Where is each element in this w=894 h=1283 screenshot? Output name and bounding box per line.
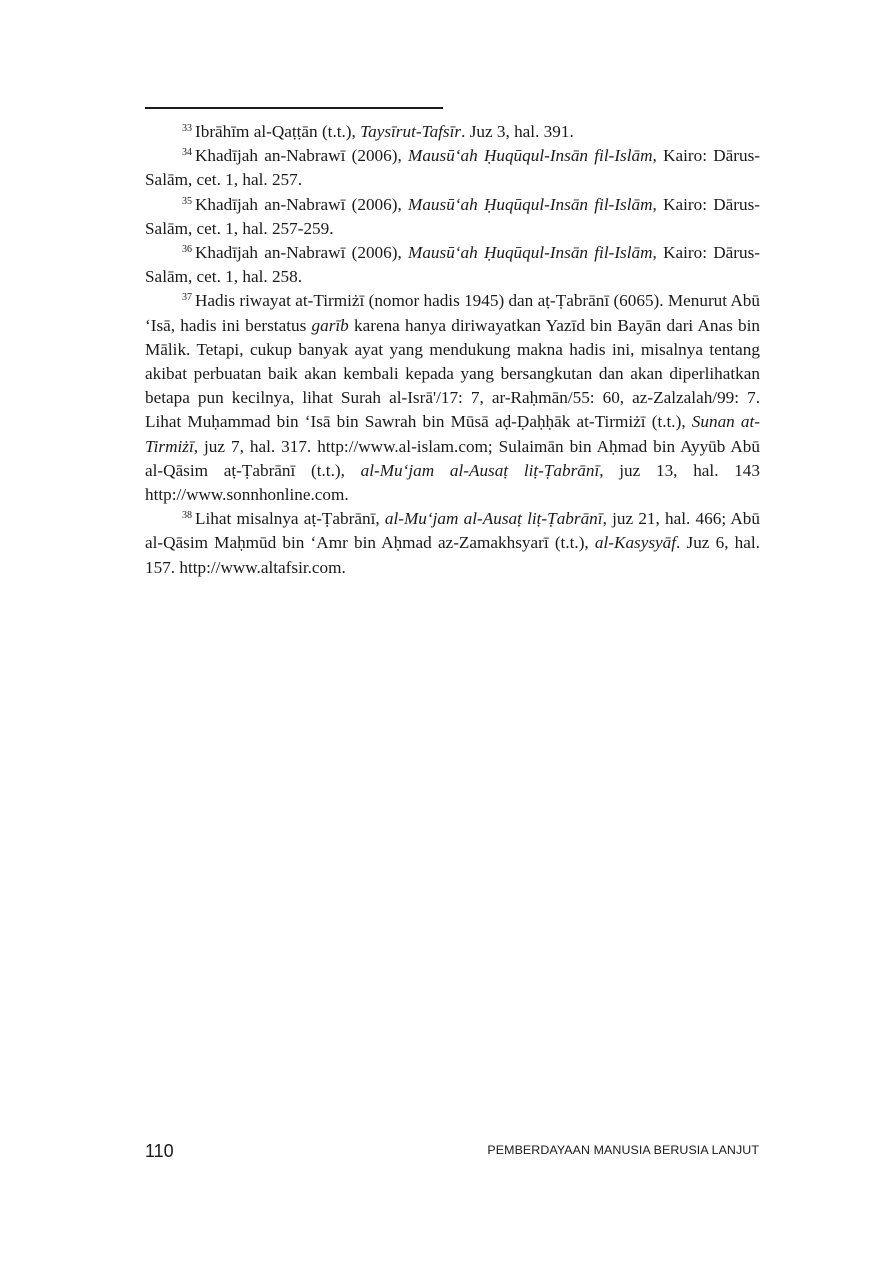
book-title: Mausū‘ah Ḥuqūqul-Insān fil-Islām — [408, 194, 653, 214]
footnote-33: $^{33}$ Ibrāhīm al-Qaṭṭān (t.t.), Taysīrut-Tafsīr. Juz 3, hal. 391. — [182, 122, 574, 141]
footnote-number: 35 — [182, 195, 192, 207]
footnote-35: $^{35}$ Khadījah an-Nabrawī (2006), Mausū‘ah Ḥuqūqul-Insān fil-Islām, Kairo: Dārus-Salām, cet. 1, hal. 257-259. — [145, 194, 760, 238]
footnote-37: $^{37}$ Hadis riwayat at-Tirmiżī (nomor hadis 1945) dan aṭ-Ṭabrānī (6065). Menurut Abū ‘Isā, hadis ini berstatus garīb karena hanya diriwayatkan Yazīd bin Bayān dari Anas bin Mālik. Tetapi, cukup banyak ayat yang mendukung makna hadis ini, misalnya tentang akibat perbuatan baik akan kembali kepada yang bersangkutan dan akan diperlihatkan betapa pun kecilnya, lihat Surah al-Isrā'/17: 7, ar-Raḥmān/55: 60, az-Zalzalah/99: 7. Lihat Muḥammad bin ‘Isā bin Sawrah bin Mūsā aḍ-Ḍaḥḥāk at-Tirmiżī (t.t.), Sunan at-Tirmiżī, juz 7, hal. 317. http://www.al-islam.com; Sulaimān bin Aḥmad bin Ayyūb Abū al-Qāsim aṭ-Ṭabrānī (t.t.), al-Mu‘jam al-Ausaṭ liṭ-Ṭabrānī, juz 13, hal. 143 http://www.sonnhonline.com. — [145, 291, 760, 505]
footnote-number: 33 — [182, 123, 192, 134]
book-title: Sunan at-Tirmiżī — [145, 412, 760, 456]
footnote-number: 37 — [182, 292, 192, 304]
running-title: PEMBERDAYAAN MANUSIA BERUSIA LANJUT — [487, 1143, 759, 1157]
book-title: Mausū‘ah Ḥuqūqul-Insān fil-Islām — [408, 243, 653, 263]
book-title: al-Mu‘jam al-Ausaṭ liṭ-Ṭabrānī — [384, 509, 603, 529]
footnote-36: $^{36}$ Khadījah an-Nabrawī (2006), Mausū‘ah Ḥuqūqul-Insān fil-Islām, Kairo: Dārus-Salām, cet. 1, hal. 258. — [145, 243, 760, 287]
footnotes — [145, 120, 760, 580]
footnote-separator — [145, 107, 443, 109]
page-number: 110 — [145, 1141, 174, 1161]
footnote-number: 38 — [182, 510, 192, 522]
book-title: al-Mu‘jam al-Ausaṭ liṭ-Ṭabrānī — [360, 460, 600, 480]
book-title: al-Kasysyāf — [594, 533, 677, 553]
footnote-number: 36 — [182, 244, 192, 256]
footnote-38: $^{38}$ Lihat misalnya aṭ-Ṭabrānī, al-Mu‘jam al-Ausaṭ liṭ-Ṭabrānī, juz 21, hal. 466; Abū al-Qāsim Maḥmūd bin ‘Amr bin Aḥmad az-Zamakhsyarī (t.t.), al-Kasysyāf. Juz 6, hal. 157. http://www.altafsir.com. — [145, 509, 760, 577]
term: garīb — [311, 315, 349, 335]
book-title: Mausū‘ah Ḥuqūqul-Insān fil-Islām — [408, 146, 653, 166]
footnote-34: $^{34}$ Khadījah an-Nabrawī (2006), Mausū‘ah Ḥuqūqul-Insān fil-Islām, Kairo: Dārus-Salām, cet. 1, hal. 257. — [145, 146, 760, 190]
footnote-number: 34 — [182, 147, 192, 159]
book-title: Taysīrut-Tafsīr — [360, 122, 462, 141]
